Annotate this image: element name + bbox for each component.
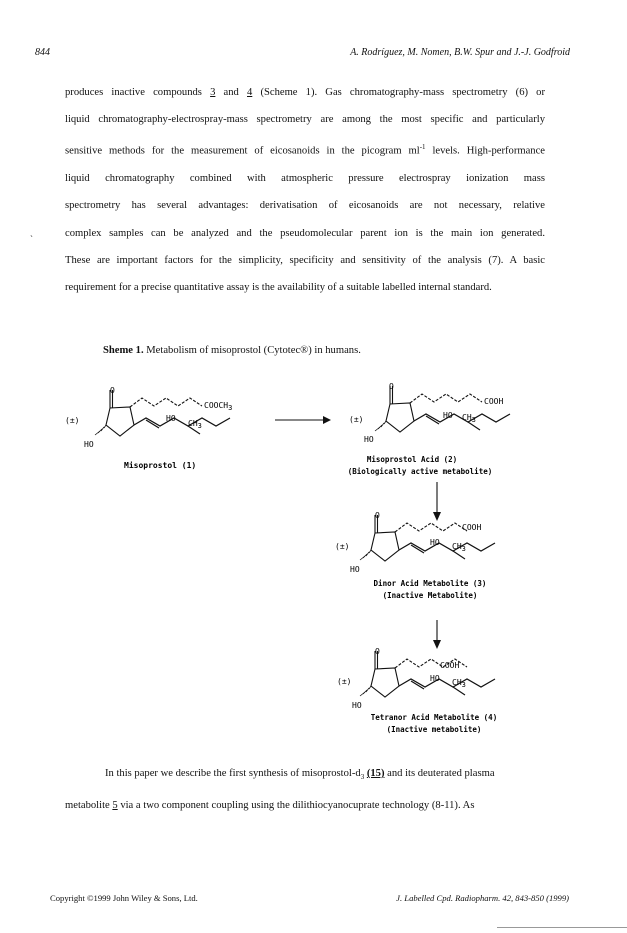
paragraph-line: complex samples can be analyzed and the pseudomolecular parent ion is the main ion generated. [65,227,545,239]
svg-text:Misoprostol Acid (2): Misoprostol Acid (2) [366,455,458,464]
svg-text:HO: HO [166,414,176,423]
svg-text:HO: HO [430,538,440,547]
svg-text:O: O [389,382,394,391]
arrow-head-icon [323,416,331,424]
footer-copyright: Copyright ©1999 John Wiley & Sons, Ltd. [50,893,198,903]
compound-4-structure [337,647,497,734]
arrow-head-icon [433,512,441,521]
scheme-title: Sheme 1. Metabolism of misoprostol (Cytotec®) in humans. [103,345,361,356]
arrow-head-icon [433,640,441,649]
margin-mark: ` [30,234,33,244]
svg-text:Tetranor Acid Metabolite (4): Tetranor Acid Metabolite (4) [370,713,498,722]
compound-3-structure [335,511,495,600]
compound-1-structure [65,386,232,470]
svg-text:HO: HO [84,440,94,449]
svg-text:HO: HO [430,674,440,683]
svg-text:COOCH3: COOCH3 [204,401,233,412]
page-number: 844 [35,47,50,58]
bottom-rule [497,927,627,928]
svg-text:HO: HO [364,435,374,444]
svg-text:Dinor Acid Metabolite (3): Dinor Acid Metabolite (3) [373,579,487,588]
paragraph-line: metabolite 5 via a two component coupling using the dilithiocyanocuprate technology (8-11). As [65,799,475,811]
svg-text:(Inactive Metabolite): (Inactive Metabolite) [382,591,478,600]
svg-text:HO: HO [352,701,362,710]
paragraph-2 [65,760,545,819]
svg-text:O: O [375,511,380,520]
svg-text:CH3: CH3 [452,678,466,689]
svg-text:CH3: CH3 [188,419,202,430]
paragraph-line: liquid chromatography-electrospray-mass spectrometry are among the most specific and particularly [65,114,545,126]
compound-2-structure [348,382,510,476]
running-head: A. Rodríguez, M. Nomen, B.W. Spur and J.-J. Godfroid [350,47,570,58]
svg-text:COOH: COOH [462,523,482,532]
paragraph-line: liquid chromatography combined with atmospheric pressure electrospray ionization mass [65,172,545,184]
paragraph-line: produces inactive compounds 3 and 4 (Scheme 1). Gas chromatography-mass spectrometry (6) or [65,87,546,98]
paragraph-line: requirement for a precise quantitative assay is the availability of a suitable labelled internal standard. [65,282,492,294]
paragraph-line: spectrometry has several advantages: derivatisation of eicosanoids are not necessary, relative [65,200,545,212]
svg-text:COOH: COOH [484,397,504,406]
paragraph-line: In this paper we describe the first synthesis of misoprostol-$d_3$ (15) and its deuterated plasma [105,768,495,782]
paragraph-line: sensitive methods for the measurement of eicosanoids in the picogram $ml^{-1}$ levels. High-performance [65,142,545,157]
svg-text:HO: HO [350,565,360,574]
svg-text:CH3: CH3 [452,542,466,553]
svg-text:Misoprostol (1): Misoprostol (1) [124,461,197,470]
svg-text:(Biologically active metabolit: (Biologically active metabolite) [347,467,493,476]
svg-text:O: O [375,647,380,656]
svg-text:(±): (±) [335,542,350,551]
footer-journal: J. Labelled Cpd. Radiopharm. 42, 843-850 (1999) [396,893,569,903]
svg-text:HO: HO [443,411,453,420]
paragraph-line: These are important factors for the simplicity, specificity and sensitivity of the analysis (7). A basic [65,254,545,266]
svg-text:(Inactive metabolite): (Inactive metabolite) [386,725,482,734]
svg-text:CH3: CH3 [462,413,476,424]
svg-text:O: O [110,386,115,395]
svg-text:(±): (±) [349,415,364,424]
svg-text:(±): (±) [65,416,80,425]
svg-text:COOH: COOH [440,661,460,670]
svg-text:(±): (±) [337,677,352,686]
